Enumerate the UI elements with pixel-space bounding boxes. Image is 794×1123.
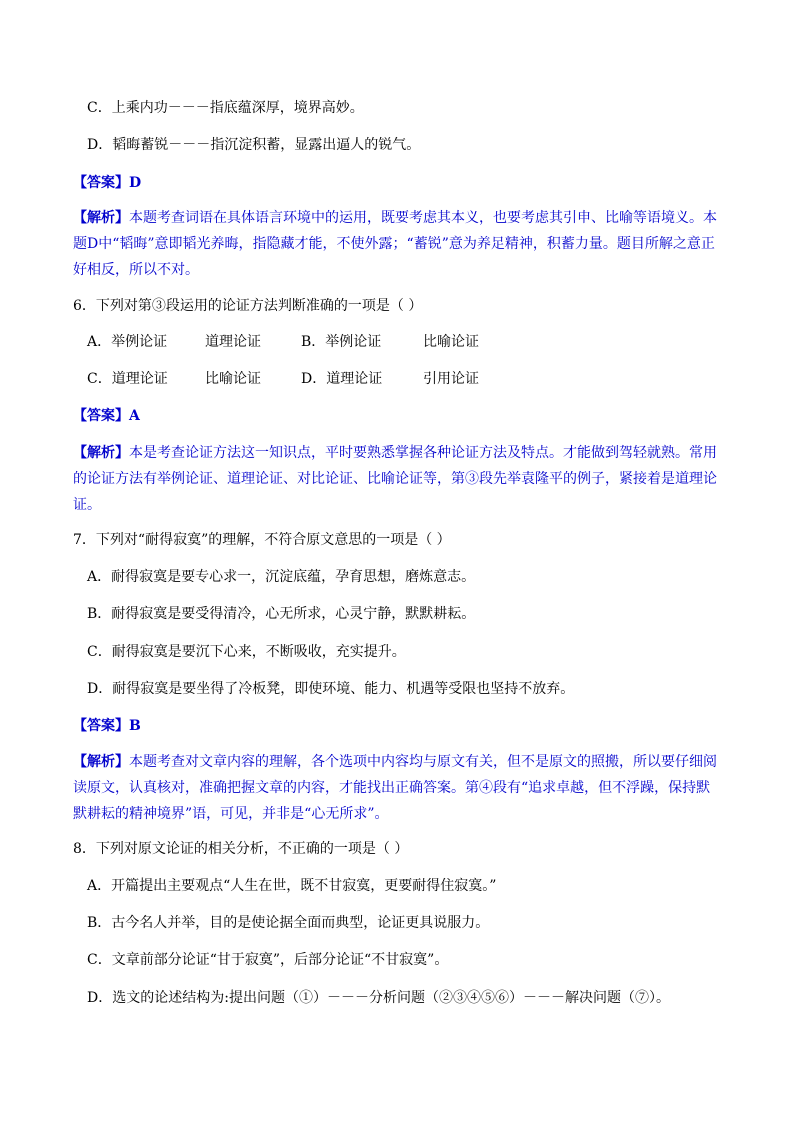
q6-option-d-2: 引用论证 xyxy=(423,371,479,387)
q6-options-row-2 xyxy=(87,369,479,389)
q6-option-b-1: B．举例论证 xyxy=(301,334,382,350)
q8-option-c: C．文章前部分论证“甘于寂寞”，后部分论证“不甘寂寞”。 xyxy=(87,952,449,968)
analysis-text: 本题考查对文章内容的理解，各个选项中内容均与原文有关，但不是原文的照搬，所以要仔细阅读原文，认真核对，准确把握文章的内容，才能找出正确答案。第④段有“追求卓越，但不浮躁，保持默默耕耘的精神境界”语，可见，并非是“心无所求”。 xyxy=(73,754,717,822)
q7-option-b: B．耐得寂寞是要受得清冷，心无所求，心灵宁静，默默耕耘。 xyxy=(87,606,476,622)
q5-analysis xyxy=(73,205,723,283)
q6-options-row-1 xyxy=(87,332,479,352)
q6-option-b-2: 比喻论证 xyxy=(423,334,479,350)
q7-option-d: D．耐得寂寞是要坐得了冷板凳，即使环境、能力、机遇等受限也坚持不放弃。 xyxy=(87,681,575,697)
q8-option-a: A．开篇提出主要观点“人生在世，既不甘寂寞，更要耐得住寂寞。” xyxy=(87,878,497,894)
q7-stem: 7．下列对“耐得寂寞”的理解，不符合原文意思的一项是（ ） xyxy=(73,532,451,548)
analysis-tag: 【解析】 xyxy=(73,754,129,770)
analysis-text: 本是考查论证方法这一知识点，平时要熟悉掌握各种论证方法及特点。才能做到驾轻就熟。常用的论证方法有举例论证、道理论证、对比论证、比喻论证等，第③段先举袁隆平的例子，紧接着是道理论证。 xyxy=(73,445,717,513)
q8-option-d: D．选文的论述结构为:提出问题（①）－－－分析问题（②③④⑤⑥）－－－解决问题（⑦）。 xyxy=(87,990,670,1006)
q6-option-c-1: C．道理论证 xyxy=(87,371,168,387)
q7-answer: 【答案】B xyxy=(73,718,141,734)
analysis-tag: 【解析】 xyxy=(73,445,129,461)
q5-option-d: D．韬晦蓄锐－－－指沉淀积蓄，显露出逼人的锐气。 xyxy=(87,137,421,153)
q6-answer: 【答案】A xyxy=(73,408,140,424)
q6-stem: 6．下列对第③段运用的论证方法判断准确的一项是（ ） xyxy=(73,298,423,314)
q7-option-a: A．耐得寂寞是要专心求一，沉淀底蕴，孕育思想，磨炼意志。 xyxy=(87,569,476,585)
q6-option-d-1: D．道理论证 xyxy=(301,371,383,387)
q6-option-a-2: 道理论证 xyxy=(205,334,261,350)
analysis-text: 本题考查词语在具体语言环境中的运用，既要考虑其本义，也要考虑其引申、比喻等语境义。本题D中“韬晦”意即韬光养晦，指隐藏才能，不使外露；“蓄锐”意为养足精神，积蓄力量。题目所解之意正好相反，所以不对。 xyxy=(73,210,717,278)
q6-analysis xyxy=(73,440,723,518)
analysis-tag: 【解析】 xyxy=(73,210,129,226)
q8-option-b: B．古今名人并举，目的是使论据全面而典型，论证更具说服力。 xyxy=(87,915,490,931)
q6-option-a-1: A．举例论证 xyxy=(87,334,168,350)
q5-answer: 【答案】D xyxy=(73,175,142,191)
q7-option-c: C．耐得寂寞是要沉下心来，不断吸收，充实提升。 xyxy=(87,644,406,660)
q5-option-c: C．上乘内功－－－指底蕴深厚，境界高妙。 xyxy=(87,100,364,116)
q6-option-c-2: 比喻论证 xyxy=(205,371,261,387)
q7-analysis xyxy=(73,749,723,827)
q8-stem: 8．下列对原文论证的相关分析，不正确的一项是（ ） xyxy=(73,841,409,857)
